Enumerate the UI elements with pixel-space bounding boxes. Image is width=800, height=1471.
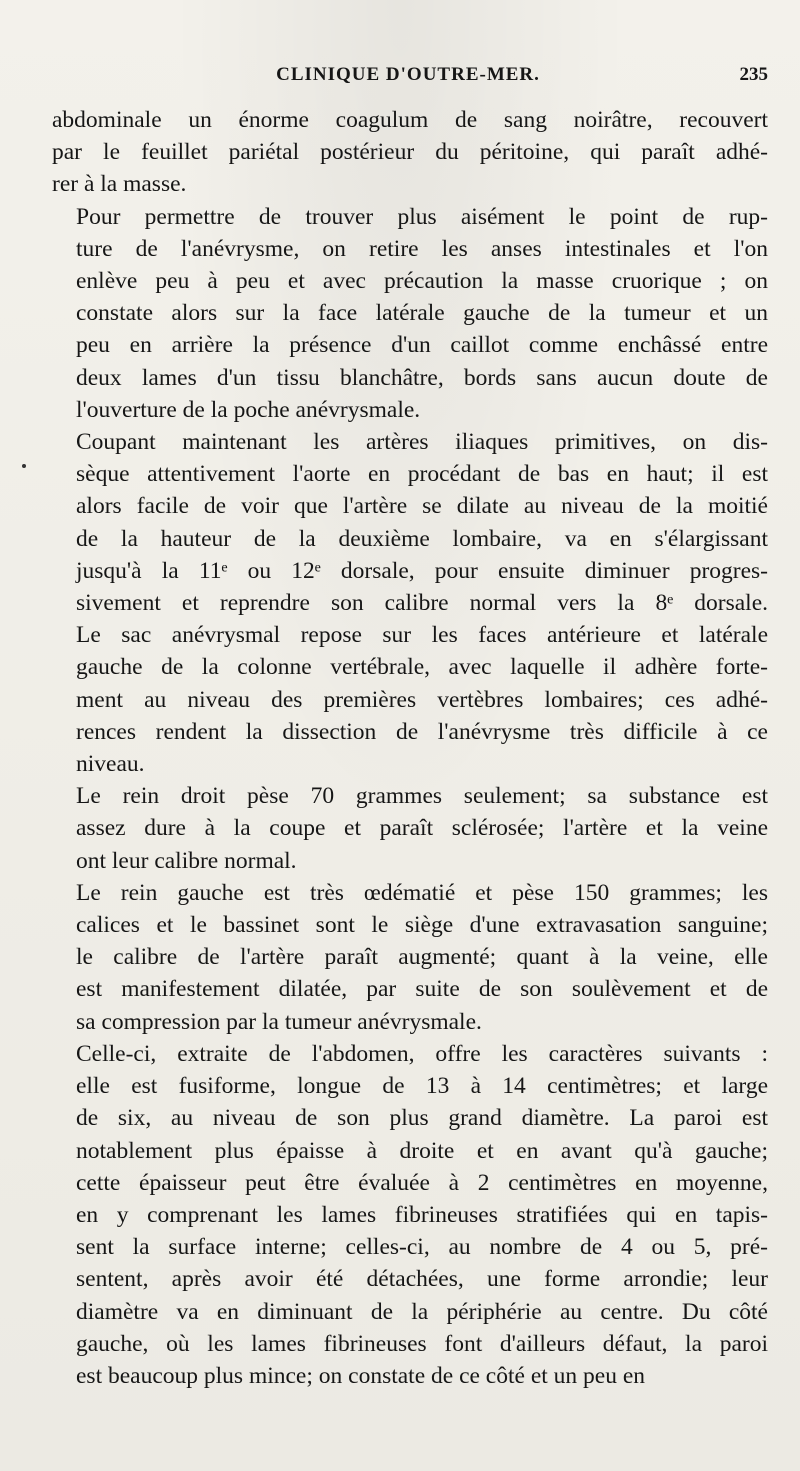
text-line: notablement plus épaisse à droite et en avant qu'à gauche; — [76, 1137, 768, 1164]
text-line: ture de l'anévrysme, on retire les anses intestinales et l'on — [76, 235, 768, 262]
text-line: diamètre va en diminuant de la périphérie au centre. Du côté — [76, 1298, 768, 1325]
paragraph — [52, 877, 768, 1038]
margin-dot — [22, 464, 26, 468]
text-line: gauche, où les lames fibrineuses font d'ailleurs défaut, la paroi — [76, 1330, 768, 1357]
text-line: ment au niveau des premières vertèbres lombaires; ces adhé- — [76, 686, 768, 713]
text-line: calices et le bassinet sont le siège d'une extravasation sanguine; — [76, 912, 768, 939]
text-line: Le sac anévrysmal repose sur les faces antérieure et latérale — [76, 622, 768, 649]
text-line: rer à la masse. — [52, 171, 187, 198]
paragraph — [52, 1038, 768, 1392]
text-line: niveau. — [76, 751, 145, 778]
text-line: Pour permettre de trouver plus aisément le point de rup- — [76, 203, 768, 230]
text-line: sèque attentivement l'aorte en procédant de bas en haut; il est — [76, 461, 768, 488]
running-title: CLINIQUE D'OUTRE-MER. — [276, 64, 540, 85]
text-line: Le rein gauche est très œdématié et pèse 150 grammes; les — [76, 879, 768, 906]
running-head — [48, 64, 768, 92]
text-line: enlève peu à peu et avec précaution la masse cruorique ; on — [76, 268, 768, 295]
text-line: est manifestement dilatée, par suite de son soulèvement et de — [76, 976, 768, 1003]
text-line: constate alors sur la face latérale gauche de la tumeur et un — [76, 300, 768, 327]
text-line: deux lames d'un tissu blanchâtre, bords sans aucun doute de — [76, 364, 768, 391]
text-line: Celle-ci, extraite de l'abdomen, offre les caractères suivants : — [76, 1040, 768, 1067]
text-line: Coupant maintenant les artères iliaques primitives, on dis- — [76, 429, 768, 456]
text-line: alors facile de voir que l'artère se dilate au niveau de la moitié — [76, 493, 768, 520]
text-line: sent la surface interne; celles-ci, au nombre de 4 ou 5, pré- — [76, 1234, 768, 1261]
text-line: l'ouverture de la poche anévrysmale. — [76, 396, 421, 423]
text-line: rences rendent la dissection de l'anévrysme très difficile à ce — [76, 718, 768, 745]
text-line: cette épaisseur peut être évaluée à 2 centimètres en moyenne, — [76, 1169, 768, 1196]
text-line: en y comprenant les lames fibrineuses stratifiées qui en tapis- — [76, 1201, 768, 1228]
text-line: gauche de la colonne vertébrale, avec laquelle il adhère forte- — [76, 654, 768, 681]
text-line: par le feuillet pariétal postérieur du péritoine, qui paraît adhé- — [52, 139, 768, 166]
text-line: le calibre de l'artère paraît augmenté; quant à la veine, elle — [76, 944, 768, 971]
body-text — [52, 104, 768, 1392]
text-line: ont leur calibre normal. — [76, 847, 297, 874]
text-line: sa compression par la tumeur anévrysmale. — [76, 1008, 482, 1035]
text-line: de la hauteur de la deuxième lombaire, va en s'élargissant — [76, 525, 768, 552]
text-line: Le rein droit pèse 70 grammes seulement; sa substance est — [76, 783, 768, 810]
text-line: sivement et reprendre son calibre normal vers la 8ᵉ dorsale. — [76, 590, 768, 617]
text-line: abdominale un énorme coagulum de sang noirâtre, recouvert — [52, 107, 768, 133]
page-number: 235 — [739, 64, 768, 85]
paragraph — [52, 426, 768, 780]
paragraph — [52, 780, 768, 877]
text-line: sentent, après avoir été détachées, une forme arrondie; leur — [76, 1266, 768, 1293]
paragraph — [52, 104, 768, 201]
text-line: elle est fusiforme, longue de 13 à 14 centimètres; et large — [76, 1073, 768, 1100]
text-line: assez dure à la coupe et paraît sclérosée; l'artère et la veine — [76, 815, 768, 842]
paragraph — [52, 201, 768, 426]
text-line: jusqu'à la 11ᵉ ou 12ᵉ dorsale, pour ensuite diminuer progres- — [76, 557, 768, 584]
text-line: de six, au niveau de son plus grand diamètre. La paroi est — [76, 1105, 768, 1132]
text-line: est beaucoup plus mince; on constate de ce côté et un peu en — [76, 1362, 646, 1389]
text-line: peu en arrière la présence d'un caillot comme enchâssé entre — [76, 332, 768, 359]
